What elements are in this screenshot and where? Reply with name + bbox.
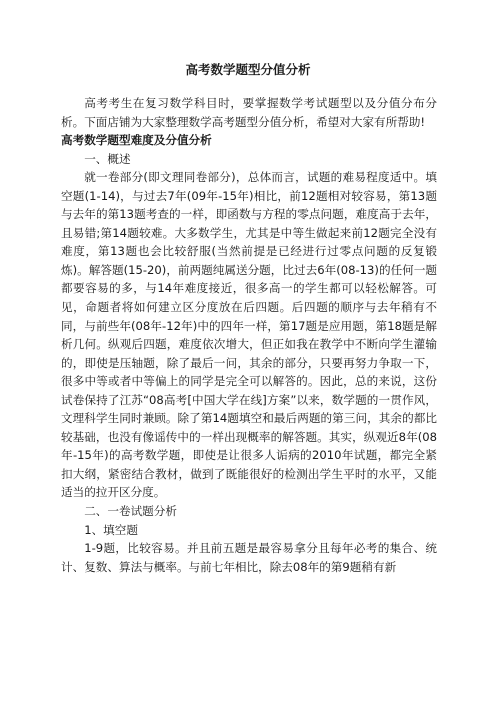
document-body [61,94,437,576]
fill-paragraph: 1-9题，比较容易。并且前五题是最容易拿分且每年必考的集合、统计、复数、算法与概率。与前七年相比，除去08年的第9题稍有新 [61,541,437,574]
part2-heading: 二、一卷试题分析 [84,504,177,519]
fill-heading: 1、填空题 [84,522,138,537]
overview-heading: 一、概述 [84,151,131,166]
overview-paragraph: 就一卷部分(即文理同卷部分)，总体而言，试题的难易程度适中。填空题(1-14)，与过去7年(09年-15年)相比，前12题相对较容易，第13题与去年的第13题考查的一样，即函数与方程的零点问题，难度高于去年，且易错;第14题较难。大多数学生，尤其是中等生做起来前12题完全没有难度，第13题也会比较舒服(当然前提是已经进行过零点问题的反复锻炼)。解答题(15-20)，前两题纯属送分题，比过去6年(08-13)的任何一题都要容易的多，与14年难度接近，很多高一的学生都可以轻松解答。可见，命题者将如何建立区分度放在后四题。后四题的顺序与去年稍有不同，与前些年(08年-12年)中的四年一样，第17题是应用题，第18题是解析几何。纵观后四题，难度依次增大，但正如我在教学中不断向学生灌输的，即使是压轴题，除了最后一问，其余的部分，只要再努力争取一下，很多中等或者中等偏上的同学是完全可以解答的。因此，总的来说，这份试卷保持了江苏“08高考[中国大学在线]方案”以来，数学题的一贯作风，文理科学生同时兼顾。除了第14题填空和最后两题的第三问，其余的都比较基础，也没有像谣传中的一样出现概率的解答题。其实，纵观近8年(08年-15年)的高考数学题，即使是让很多人诟病的2010年试题，都完全紧扣大纲，紧密结合教材，做到了既能很好的检测出学生平时的水平，又能适当的拉开区分度。 [61,170,437,500]
section-heading: 高考数学题型难度及分值分析 [61,133,212,148]
intro-paragraph: 高考考生在复习数学科目时，要掌握数学考试题型以及分值分布分析。下面店铺为大家整理数学高考题型分值分析，希望对大家有所帮助! [61,96,437,129]
page-title: 高考数学题型分值分析 [185,62,311,77]
